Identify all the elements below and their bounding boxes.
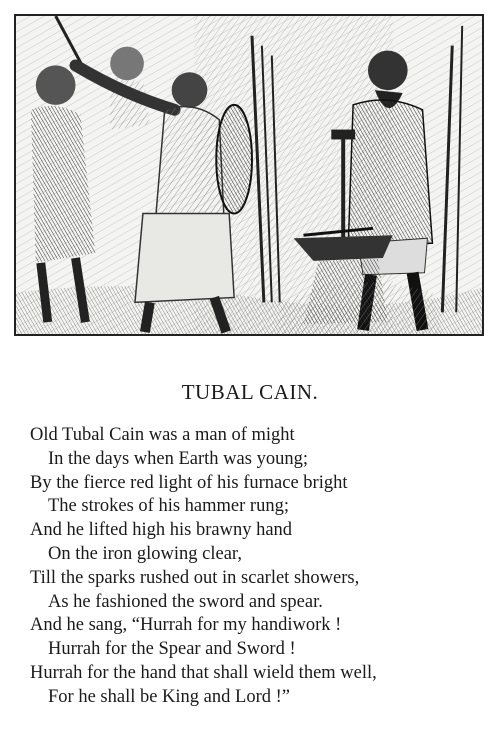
verse-line: In the days when Earth was young; <box>48 448 308 469</box>
verse-line: And he lifted high his brawny hand <box>30 520 293 541</box>
verse-line: For he shall be King and Lord !” <box>48 686 290 707</box>
poem-verse <box>30 424 490 710</box>
poem-title: TUBAL CAIN. <box>181 380 319 404</box>
verse-line: As he fashioned the sword and spear. <box>48 591 323 612</box>
verse-line: By the fierce red light of his furnace bright <box>30 472 348 493</box>
verse-line: Till the sparks rushed out in scarlet showers, <box>30 567 360 588</box>
engraving-illustration <box>14 14 484 336</box>
verse-line: The strokes of his hammer rung; <box>48 496 289 517</box>
verse-line: Old Tubal Cain was a man of might <box>30 425 295 445</box>
verse-line: Hurrah for the hand that shall wield them well, <box>30 662 377 683</box>
engraving-image <box>16 16 482 334</box>
verse-line: Hurrah for the Spear and Sword ! <box>48 639 296 660</box>
verse-line: And he sang, “Hurrah for my handiwork ! <box>30 615 342 636</box>
verse-line: On the iron glowing clear, <box>48 543 242 564</box>
